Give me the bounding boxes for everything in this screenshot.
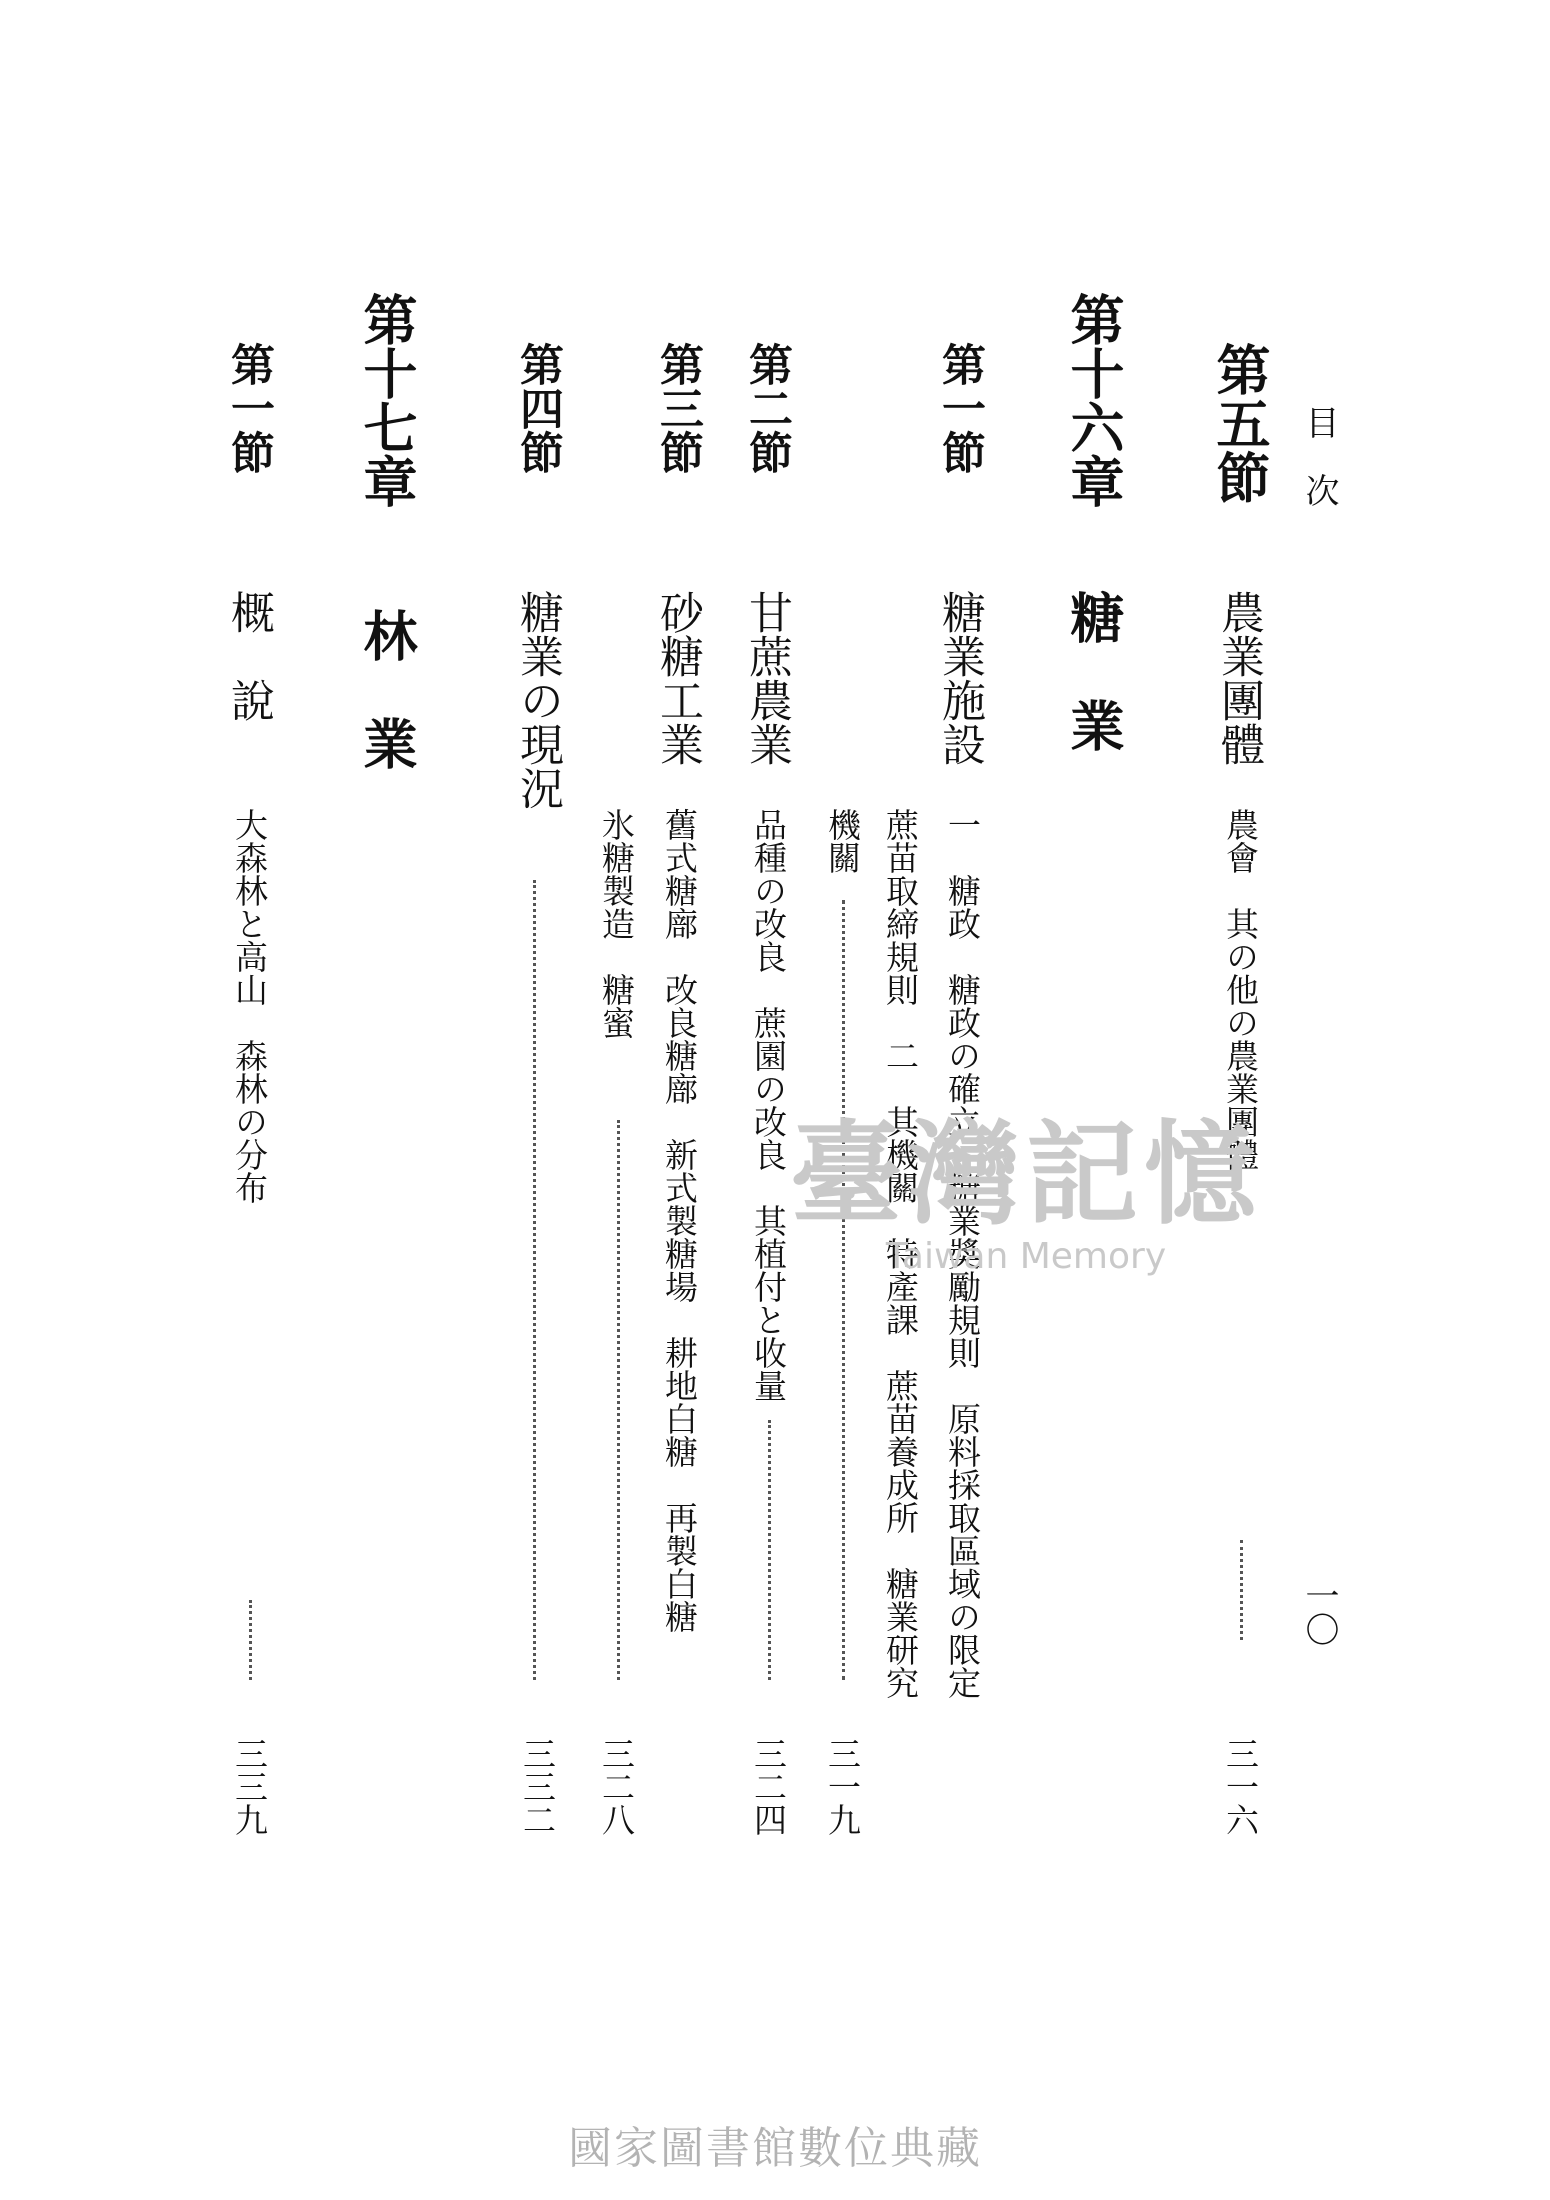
page-ref: 三二八	[597, 1737, 636, 1836]
chapter-label: 第十七章	[355, 292, 419, 508]
section-detail: 蔗苗取締規則 二 其機關 特產課 蔗苗養成所 糖業研究	[881, 808, 920, 1699]
page-ref: 三一九	[823, 1737, 862, 1836]
footer-credit: 國家圖書館數位典藏	[568, 2123, 982, 2174]
section-label: 第五節	[1208, 342, 1272, 504]
leader-dots	[533, 880, 536, 1680]
section-detail: 一 糖政 糖政の確立 糖業奬勵規則 原料採取區域の限定	[943, 808, 982, 1699]
chapter-title: 林 業	[355, 608, 419, 770]
leader-dots	[617, 1120, 620, 1680]
section-label: 第三節	[652, 342, 703, 474]
leader-dots	[768, 1420, 771, 1680]
section-title: 糖業の現況	[512, 590, 563, 810]
page-ref: 三三二	[518, 1737, 557, 1836]
section-detail: 品種の改良 蔗園の改良 其植付と收量	[749, 808, 788, 1402]
watermark-logo	[790, 1085, 1262, 1277]
section-title: 砂糖工業	[652, 590, 703, 766]
leader-dots	[249, 1600, 252, 1680]
watermark-text: 臺灣記憶	[790, 1109, 1262, 1240]
leader-dots	[842, 900, 845, 1680]
page-number: 一〇	[1299, 1578, 1339, 1646]
section-title: 農業團體	[1213, 590, 1264, 766]
section-detail: 氷糖製造 糖蜜	[597, 808, 636, 1039]
section-detail: 大森林と高山 森林の分布	[230, 808, 269, 1204]
chapter-label: 第十六章	[1062, 292, 1126, 508]
section-detail: 舊式糖廍 改良糖廍 新式製糖場 耕地白糖 再製白糖	[660, 808, 699, 1633]
section-label: 第四節	[512, 342, 563, 474]
section-title: 甘蔗農業	[741, 590, 792, 766]
section-detail: 農會 其の他の農業團體	[1221, 808, 1260, 1171]
section-title: 概 說	[223, 590, 274, 722]
page-ref: 三一六	[1221, 1737, 1260, 1836]
section-label: 第二節	[741, 342, 792, 474]
section-label: 第一節	[223, 342, 274, 474]
watermark-subtext: Taiwan Memory	[885, 1236, 1167, 1277]
leader-dots	[1240, 1540, 1243, 1640]
chapter-title: 糖 業	[1062, 590, 1126, 752]
section-title: 糖業施設	[934, 590, 985, 766]
section-detail: 機關	[823, 808, 862, 874]
page-ref: 三三九	[230, 1737, 269, 1836]
page-ref: 三二四	[749, 1737, 788, 1836]
section-label: 第一節	[934, 342, 985, 474]
running-title: 目 次	[1299, 405, 1339, 507]
